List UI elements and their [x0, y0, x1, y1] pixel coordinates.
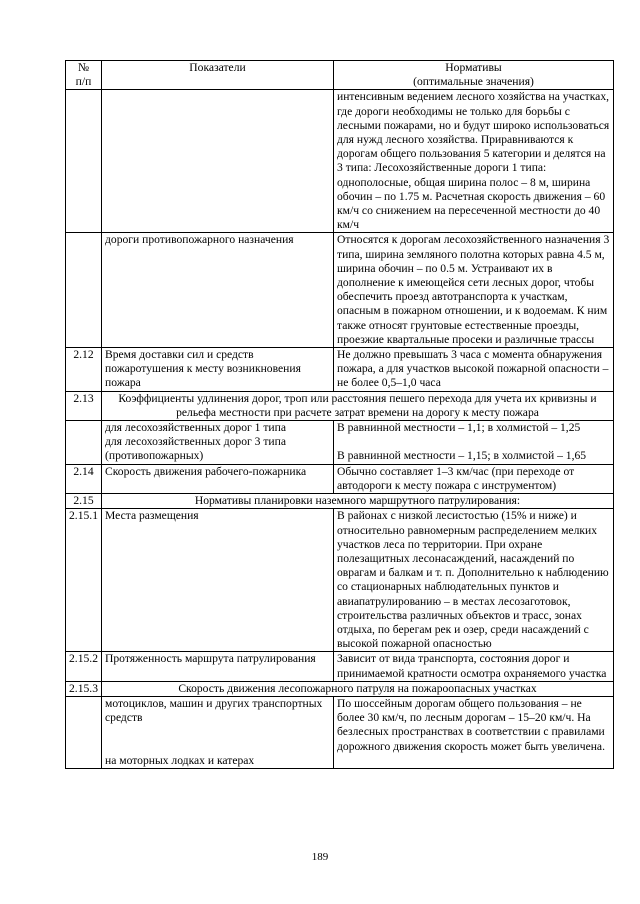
table-row: [66, 494, 614, 509]
section-heading-cell: Коэффициенты удлинения дорог, троп или расстояния пешего перехода для учета их кривизны и рельефа местности при расчете затрат времени на дорогу к месту пожара: [102, 391, 614, 420]
table-header-row: [66, 61, 614, 90]
norm-line: В равнинной местности – 1,1; в холмистой – 1,25: [337, 421, 581, 435]
header-number-line2: п/п: [75, 75, 92, 89]
table-row: [66, 652, 614, 681]
indicator-line: мотоциклов, машин и других транспортных средств: [105, 696, 323, 725]
indicator-cell: дороги противопожарного назначения: [102, 233, 334, 348]
indicator-line: на моторных лодках и катерах: [105, 753, 255, 767]
table-row: [66, 681, 614, 696]
norm-cell: интенсивным ведением лесного хозяйства на участках, где дороги необходимы не только для борьбы с лесными пожарами, но и будут широко использоваться для нужд лесного хозяйства. Приравниваются к дорогам общего пользования 5 категории и делятся на 3 типа: Лесохозяйственные дороги 1 типа: однополосные, общая ширина полос – 8 м, ширина обочин – по 1.75 м. Расчетная скорость движения – 60 км/ч со снижением на пересеченной местности до 40 км/ч: [334, 90, 614, 233]
row-number-cell: [66, 696, 102, 768]
header-number-line1: №: [77, 61, 90, 74]
row-number-cell: 2.15.2: [66, 652, 102, 681]
table-row: [66, 90, 614, 233]
table-row: [66, 233, 614, 348]
indicator-line: для лесохозяйственных дорог 3 типа (противопожарных): [105, 435, 286, 463]
row-number-cell: 2.15.3: [66, 681, 102, 696]
norm-cell: Относятся к дорогам лесохозяйственного назначения 3 типа, ширина земляного полотна которых равна 4.5 м, ширина обочин – по 0.5 м. Устраивают их в дополнение к имеющейся сети лесных дорог, чтобы обеспечить проезд автотранспорта к участкам, опасным в пожарном отношении, и к водоемам. К ним также относят грунтовые естественные проезды, проезжие квартальные просеки и различные трассы: [334, 233, 614, 348]
row-number-cell: [66, 90, 102, 233]
indicator-cell: [102, 696, 334, 768]
header-indicators-cell: Показатели: [102, 61, 334, 90]
norm-cell: Обычно составляет 1–3 км/час (при переходе от автодороги к месту пожара с инструментом): [334, 464, 614, 493]
row-number-cell: 2.13: [66, 391, 102, 420]
norms-table: [65, 60, 614, 769]
indicator-line: для лесохозяйственных дорог 1 типа: [105, 421, 286, 435]
norm-cell: [334, 421, 614, 465]
norm-line: В равнинной местности – 1,15; в холмистой – 1,65: [337, 449, 587, 463]
table-row: [66, 348, 614, 392]
indicator-cell: Скорость движения рабочего-пожарника: [102, 464, 334, 493]
table-row: [66, 391, 614, 420]
indicator-cell: Время доставки сил и средств пожаротушения к месту возникновения пожара: [102, 348, 334, 392]
section-heading-cell: Скорость движения лесопожарного патруля на пожароопасных участках: [102, 681, 614, 696]
header-norms-line2: (оптимальные значения): [413, 75, 534, 89]
indicator-cell: [102, 90, 334, 233]
row-number-cell: [66, 421, 102, 465]
indicator-cell: [102, 421, 334, 465]
header-norms-line1: Нормативы: [445, 61, 502, 74]
norm-cell: Не должно превышать 3 часа с момента обнаружения пожара, а для участков высокой пожарной опасности – не более 0,5–1,0 часа: [334, 348, 614, 392]
norm-cell: В районах с низкой лесистостью (15% и ниже) и относительно равномерным распределением мелких участков леса по территории. При охране полезащитных лесонасаждений, насаждений по оврагам и балкам и т. п. Дополнительно к наблюдению со стационарных наблюдательных пунктов и авиапатрулированию – в местах лесозаготовок, строительства различных объектов и трасс, зонах отдыха, по берегам рек и озер, среди насаждений с высокой пожарной опасностью: [334, 509, 614, 652]
indicator-cell: Места размещения: [102, 509, 334, 652]
row-number-cell: 2.12: [66, 348, 102, 392]
norm-cell: По шоссейным дорогам общего пользования – не более 30 км/ч, по лесным дорогам – 15–20 км/ч. На безлесных пространствах в соответствии с правилами дорожного движения скорость может быть увеличена.: [334, 696, 614, 768]
header-norms-cell: [334, 61, 614, 90]
table-row: [66, 421, 614, 465]
row-number-cell: 2.14: [66, 464, 102, 493]
table-row: [66, 509, 614, 652]
indicator-cell: Протяженность маршрута патрулирования: [102, 652, 334, 681]
norm-cell: Зависит от вида транспорта, состояния дорог и принимаемой кратности осмотра охраняемого участка: [334, 652, 614, 681]
header-number-cell: [66, 61, 102, 90]
page-number: 189: [311, 851, 329, 863]
row-number-cell: 2.15.1: [66, 509, 102, 652]
table-row: [66, 696, 614, 768]
row-number-cell: [66, 233, 102, 348]
row-number-cell: 2.15: [66, 494, 102, 509]
section-heading-cell: Нормативы планировки наземного маршрутного патрулирования:: [102, 494, 614, 509]
table-row: [66, 464, 614, 493]
